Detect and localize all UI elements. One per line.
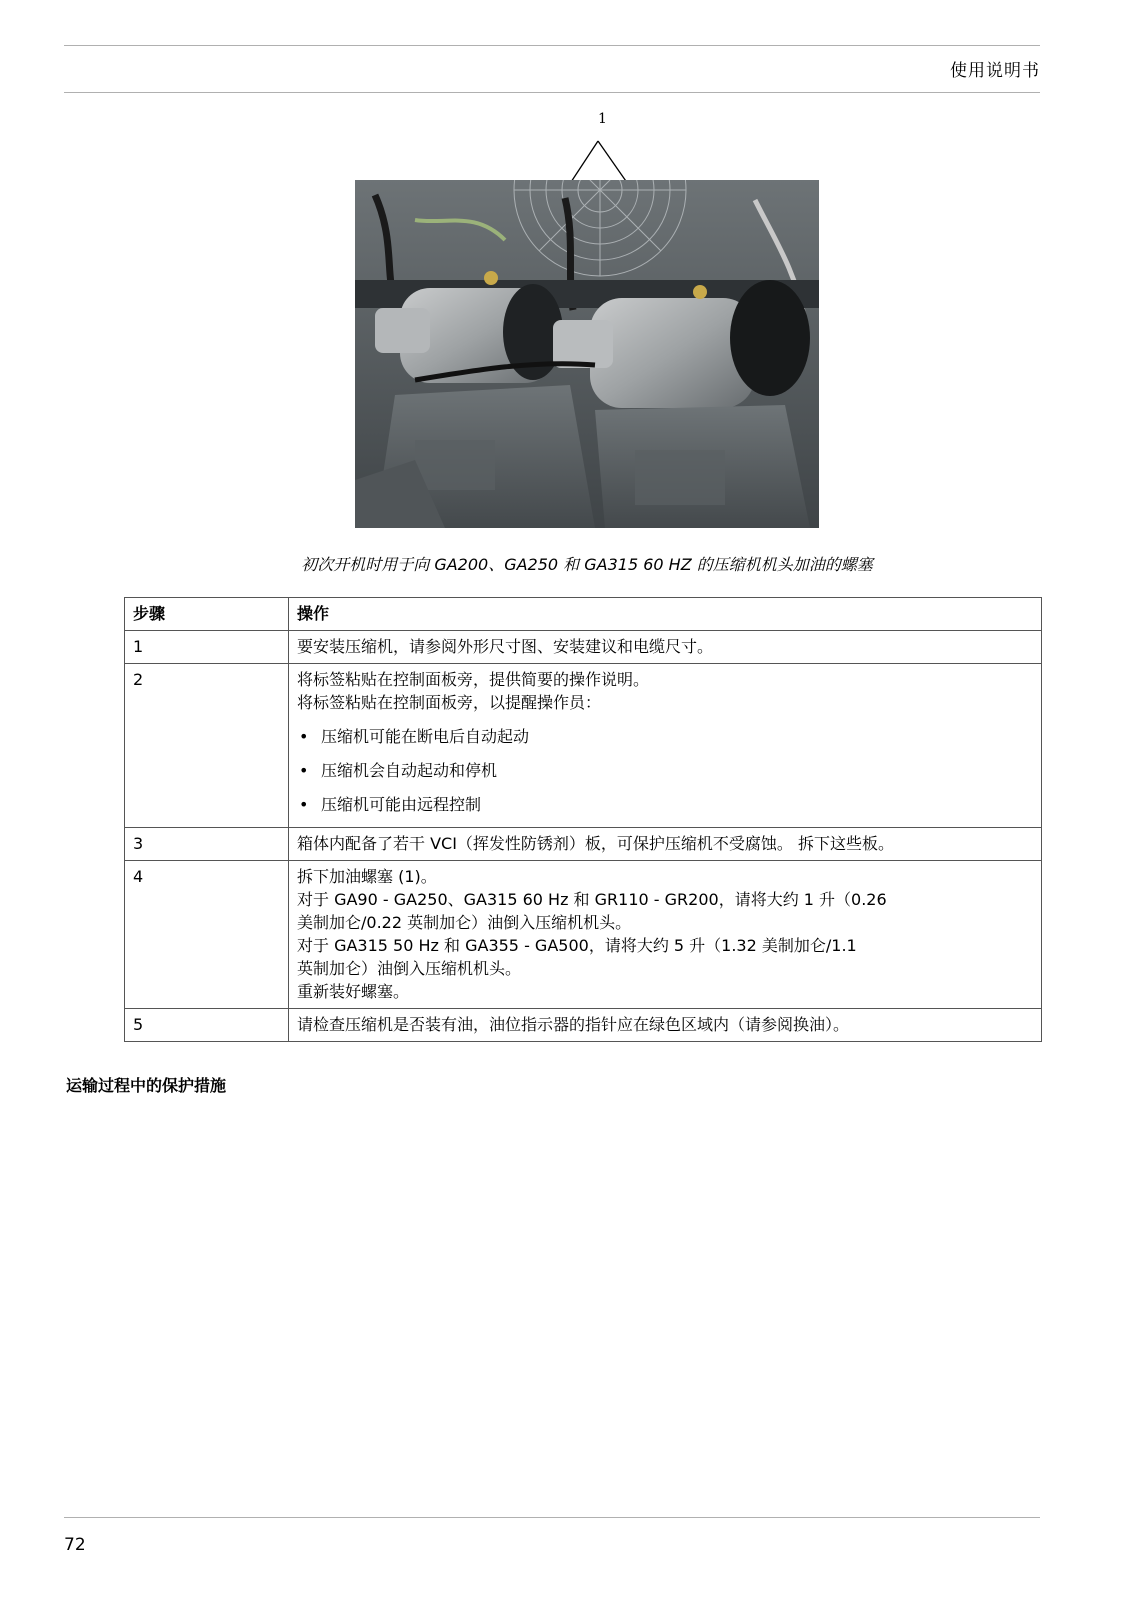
footer-rule: [64, 1517, 1040, 1518]
table-header-row: [125, 598, 1042, 631]
action-text: 拆下加油螺塞 (1)。: [297, 867, 437, 886]
action-text: 对于 GA90 - GA250、GA315 60 Hz 和 GR110 - GR200，请将大约 1 升（0.26: [297, 890, 887, 909]
step-action: [289, 861, 1042, 1009]
action-text: 美制加仑/0.22 英制加仑）油倒入压缩机机头。: [297, 913, 632, 932]
table-row: [125, 1009, 1042, 1042]
action-text: 对于 GA315 50 Hz 和 GA355 - GA500，请将大约 5 升（1.32 美制加仑/1.1: [297, 936, 857, 955]
step-number: 4: [125, 861, 289, 1009]
page-number: 72: [64, 1535, 86, 1555]
action-text: 英制加仑）油倒入压缩机机头。: [297, 959, 522, 978]
column-header-action: 操作: [289, 598, 1042, 631]
step-action: [289, 828, 1042, 861]
section-heading: 运输过程中的保护措施: [66, 1076, 227, 1095]
step-number: 2: [125, 664, 289, 828]
column-header-step: 步骤: [125, 598, 289, 631]
table-row: [125, 631, 1042, 664]
step-action: [289, 631, 1042, 664]
action-text: 请检查压缩机是否装有油，油位指示器的指针应在绿色区域内（请参阅换油）。: [297, 1015, 850, 1034]
action-text: 重新装好螺塞。: [297, 982, 410, 1001]
bullet-item: • 压缩机可能在断电后自动起动: [297, 725, 1033, 748]
action-text: 将标签粘贴在控制面板旁，提供简要的操作说明。: [297, 670, 650, 689]
step-action: [289, 664, 1042, 828]
steps-table: [124, 597, 1042, 1042]
compressor-photo: [355, 180, 819, 528]
step-number: 1: [125, 631, 289, 664]
bullet-list: [297, 725, 1033, 816]
bullet-item: • 压缩机可能由远程控制: [297, 793, 1033, 816]
bullet-item: • 压缩机会自动起动和停机: [297, 759, 1033, 782]
action-text: 要安装压缩机，请参阅外形尺寸图、安装建议和电缆尺寸。: [297, 637, 714, 656]
figure-caption: 初次开机时用于向 GA200、GA250 和 GA315 60 HZ 的压缩机机头加油的螺塞: [301, 555, 873, 574]
step-number: 3: [125, 828, 289, 861]
step-number: 5: [125, 1009, 289, 1042]
action-text: 将标签粘贴在控制面板旁，以提醒操作员：: [297, 693, 602, 712]
action-text: 箱体内配备了若干 VCI（挥发性防锈剂）板，可保护压缩机不受腐蚀。 拆下这些板。: [297, 834, 895, 853]
table-row: [125, 664, 1042, 828]
header-rule-bottom: [64, 92, 1040, 93]
header-rule-top: [64, 45, 1040, 46]
document-title: 使用说明书: [950, 61, 1040, 81]
step-action: [289, 1009, 1042, 1042]
table-row: [125, 861, 1042, 1009]
table-row: [125, 828, 1042, 861]
callout-label: 1: [598, 111, 607, 127]
